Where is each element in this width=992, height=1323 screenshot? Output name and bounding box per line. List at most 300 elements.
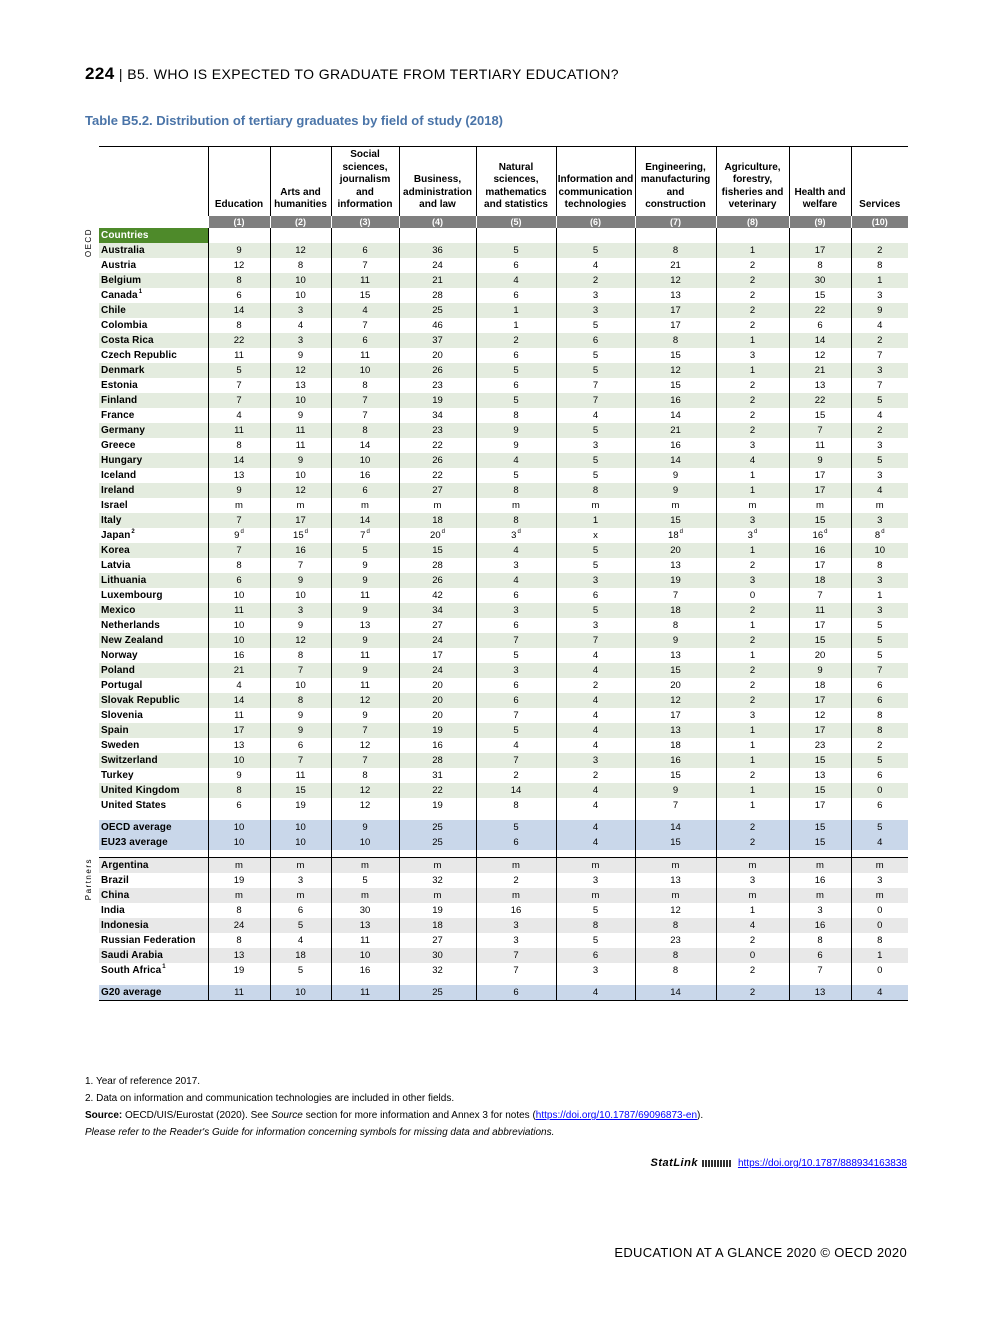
row-label: Iceland bbox=[101, 469, 137, 481]
value-cell: 17 bbox=[789, 618, 851, 633]
value-cell: 3 bbox=[851, 513, 908, 528]
value-cell: 8 bbox=[635, 618, 716, 633]
value-cell: 11 bbox=[208, 603, 270, 618]
value-cell: 8 bbox=[476, 513, 556, 528]
value-cell: 7 bbox=[789, 588, 851, 603]
value-cell: 5 bbox=[851, 753, 908, 768]
note-1: 1. Year of reference 2017. bbox=[85, 1076, 201, 1087]
column-number: (5) bbox=[476, 216, 556, 228]
blank-cell bbox=[789, 978, 851, 985]
value-cell: 8 bbox=[208, 558, 270, 573]
value-cell: 6 bbox=[208, 573, 270, 588]
blank-cell bbox=[99, 978, 208, 985]
value-cell: 15 bbox=[635, 378, 716, 393]
footnote-marker: 1 bbox=[138, 288, 143, 295]
value-cell: 7 bbox=[270, 753, 331, 768]
value-cell: 5 bbox=[208, 363, 270, 378]
table-row bbox=[84, 835, 908, 850]
table-row bbox=[84, 438, 908, 453]
graduates-table-wrap bbox=[84, 146, 908, 1001]
row-label: Finland bbox=[99, 393, 208, 408]
value-cell: 4 bbox=[851, 985, 908, 1001]
value-cell: 3 bbox=[556, 618, 635, 633]
side-cell bbox=[84, 363, 99, 378]
value-cell: 3$^d$ bbox=[716, 528, 789, 543]
value-cell: 11 bbox=[208, 348, 270, 363]
value-cell: 7 bbox=[476, 708, 556, 723]
row-label: Costa Rica bbox=[99, 333, 208, 348]
blank-cell bbox=[789, 813, 851, 820]
value-cell: 3 bbox=[556, 438, 635, 453]
value-cell: 10 bbox=[331, 453, 399, 468]
value-cell: 4 bbox=[556, 258, 635, 273]
row-label: EU23 average bbox=[99, 835, 208, 850]
table-row bbox=[84, 618, 908, 633]
value-cell: 2 bbox=[851, 738, 908, 753]
column-header: Health and welfare bbox=[789, 147, 851, 216]
value-cell: 10 bbox=[331, 948, 399, 963]
value-cell: 11 bbox=[789, 603, 851, 618]
value-cell: 5 bbox=[556, 903, 635, 918]
table-row bbox=[84, 963, 908, 978]
value-cell: x bbox=[556, 528, 635, 543]
data-flag: d bbox=[240, 528, 244, 535]
readers-guide-note: Please refer to the Reader's Guide for information concerning symbols for missing data and abbreviations. bbox=[85, 1127, 555, 1138]
side-cell bbox=[84, 438, 99, 453]
value-cell: 7 bbox=[851, 663, 908, 678]
value-cell: 8 bbox=[851, 258, 908, 273]
value-cell: m bbox=[331, 888, 399, 903]
value-cell: 9 bbox=[270, 723, 331, 738]
value-cell: 4 bbox=[556, 708, 635, 723]
value-cell: 2 bbox=[716, 963, 789, 978]
blank-cell bbox=[476, 813, 556, 820]
value-cell: 8 bbox=[635, 243, 716, 258]
row-label: Korea bbox=[99, 543, 208, 558]
value-cell: 11 bbox=[208, 423, 270, 438]
value-cell: 28 bbox=[399, 753, 476, 768]
value-cell: 14 bbox=[635, 985, 716, 1001]
blank-cell bbox=[208, 850, 270, 858]
value-cell: 3 bbox=[556, 288, 635, 303]
value-cell: 2 bbox=[716, 258, 789, 273]
value-cell: 4 bbox=[556, 408, 635, 423]
blank-cell bbox=[270, 228, 331, 243]
value-cell: 10 bbox=[331, 835, 399, 850]
value-cell: 2 bbox=[716, 393, 789, 408]
value-cell: 3 bbox=[851, 573, 908, 588]
row-label: Lithuania bbox=[99, 573, 208, 588]
side-cell bbox=[84, 723, 99, 738]
value-cell: 11 bbox=[331, 273, 399, 288]
column-number: (9) bbox=[789, 216, 851, 228]
side-cell bbox=[84, 933, 99, 948]
value-cell: 3 bbox=[716, 438, 789, 453]
value-cell: 2 bbox=[716, 603, 789, 618]
blank-cell bbox=[851, 228, 908, 243]
side-cell bbox=[84, 618, 99, 633]
value-cell: 3 bbox=[556, 753, 635, 768]
value-cell: 15 bbox=[270, 783, 331, 798]
value-cell: 2 bbox=[716, 768, 789, 783]
value-cell: 12 bbox=[635, 693, 716, 708]
row-label: United Kingdom bbox=[99, 783, 208, 798]
value-cell: 17 bbox=[789, 243, 851, 258]
value-cell: m bbox=[851, 888, 908, 903]
value-cell: 22 bbox=[208, 333, 270, 348]
blank-cell bbox=[84, 850, 99, 858]
value-cell: 7$^d$ bbox=[331, 528, 399, 543]
table-row bbox=[84, 288, 908, 303]
value-cell: 3 bbox=[789, 903, 851, 918]
value-cell: 15 bbox=[789, 288, 851, 303]
source-note: Source: OECD/UIS/Eurostat (2020). See Source section for more information and Annex 3 for notes (https://doi.org/10.1787/69096873-en). bbox=[85, 1110, 704, 1121]
side-cell bbox=[84, 648, 99, 663]
value-cell: 3 bbox=[270, 333, 331, 348]
column-number: (2) bbox=[270, 216, 331, 228]
value-cell: 4 bbox=[556, 723, 635, 738]
row-label: New Zealand bbox=[99, 633, 208, 648]
value-cell: 18 bbox=[399, 513, 476, 528]
value-cell: 5 bbox=[270, 918, 331, 933]
table-row bbox=[84, 408, 908, 423]
column-header: Social sciences, journalism and information bbox=[331, 147, 399, 216]
value-cell: 20$^d$ bbox=[399, 528, 476, 543]
value-cell: 8 bbox=[635, 948, 716, 963]
side-header-blank bbox=[84, 147, 99, 216]
value-cell: 9$^d$ bbox=[208, 528, 270, 543]
value-cell: 10 bbox=[270, 985, 331, 1001]
blank-cell bbox=[399, 850, 476, 858]
value-cell: 12 bbox=[635, 363, 716, 378]
value-cell: 7 bbox=[208, 393, 270, 408]
value-cell: 2 bbox=[716, 303, 789, 318]
column-number: (1) bbox=[208, 216, 270, 228]
value-cell: 4 bbox=[851, 318, 908, 333]
value-cell: 1 bbox=[716, 618, 789, 633]
value-cell: 14 bbox=[789, 333, 851, 348]
value-cell: 9 bbox=[635, 783, 716, 798]
source-link[interactable]: https://doi.org/10.1787/69096873-en bbox=[535, 1110, 698, 1121]
value-cell: 19 bbox=[208, 873, 270, 888]
value-cell: 15 bbox=[399, 543, 476, 558]
value-cell: 13 bbox=[789, 378, 851, 393]
value-cell: 26 bbox=[399, 363, 476, 378]
side-cell bbox=[84, 963, 99, 978]
value-cell: 13 bbox=[789, 768, 851, 783]
value-cell: 3 bbox=[716, 513, 789, 528]
row-label: Saudi Arabia bbox=[99, 948, 208, 963]
value-cell: 1 bbox=[716, 468, 789, 483]
value-cell: 14 bbox=[208, 693, 270, 708]
value-cell: 9 bbox=[208, 768, 270, 783]
value-cell: m bbox=[399, 498, 476, 513]
value-cell: 6 bbox=[208, 798, 270, 813]
row-label: Canada$^1$ bbox=[101, 288, 143, 301]
value-cell: 4 bbox=[208, 408, 270, 423]
value-cell: 1 bbox=[716, 648, 789, 663]
value-cell: m bbox=[208, 857, 270, 873]
table-row bbox=[84, 768, 908, 783]
value-cell: 4 bbox=[556, 663, 635, 678]
value-cell: 11 bbox=[331, 348, 399, 363]
name-header-blank bbox=[99, 147, 208, 216]
value-cell: 7 bbox=[635, 588, 716, 603]
value-cell: 9 bbox=[851, 303, 908, 318]
value-cell: 2 bbox=[716, 633, 789, 648]
value-cell: 0 bbox=[851, 918, 908, 933]
value-cell: 4 bbox=[851, 408, 908, 423]
value-cell: 16 bbox=[789, 543, 851, 558]
value-cell: 19 bbox=[270, 798, 331, 813]
value-cell: 8 bbox=[270, 648, 331, 663]
value-cell: 18 bbox=[635, 603, 716, 618]
blank-cell bbox=[716, 850, 789, 858]
value-cell: 12 bbox=[270, 363, 331, 378]
value-cell: 6 bbox=[476, 258, 556, 273]
value-cell: 2 bbox=[476, 873, 556, 888]
value-cell: 8 bbox=[556, 483, 635, 498]
column-header: Education bbox=[208, 147, 270, 216]
value-cell: 15 bbox=[635, 768, 716, 783]
value-cell: 8 bbox=[208, 783, 270, 798]
row-label: Germany bbox=[99, 423, 208, 438]
value-cell: 11 bbox=[270, 423, 331, 438]
value-cell: 18$^d$ bbox=[635, 528, 716, 543]
value-cell: m bbox=[635, 498, 716, 513]
value-cell: 10 bbox=[208, 618, 270, 633]
value-cell: 15 bbox=[331, 288, 399, 303]
value-cell: 7 bbox=[789, 963, 851, 978]
row-label: Norway bbox=[101, 649, 138, 661]
value-cell: 28 bbox=[399, 558, 476, 573]
value-cell: 1 bbox=[851, 588, 908, 603]
value-cell: 11 bbox=[331, 588, 399, 603]
value-cell: 15 bbox=[789, 633, 851, 648]
value-cell: 10 bbox=[331, 363, 399, 378]
value-cell: 15 bbox=[789, 820, 851, 835]
value-cell: 9 bbox=[208, 243, 270, 258]
side-cell bbox=[84, 318, 99, 333]
side-cell bbox=[84, 513, 99, 528]
value-cell: 5 bbox=[851, 453, 908, 468]
value-cell: 4 bbox=[716, 453, 789, 468]
table-row bbox=[84, 378, 908, 393]
value-cell: 14 bbox=[331, 513, 399, 528]
table-row bbox=[84, 738, 908, 753]
value-cell: 5 bbox=[556, 363, 635, 378]
row-label: Portugal bbox=[101, 679, 143, 691]
value-cell: m bbox=[635, 857, 716, 873]
blank-cell bbox=[556, 978, 635, 985]
value-cell: 5 bbox=[331, 873, 399, 888]
table-row bbox=[84, 918, 908, 933]
value-cell: 0 bbox=[716, 948, 789, 963]
blank-cell bbox=[476, 228, 556, 243]
value-cell: 3 bbox=[716, 873, 789, 888]
value-cell: 4 bbox=[331, 303, 399, 318]
value-cell: 5 bbox=[556, 468, 635, 483]
value-cell: 46 bbox=[399, 318, 476, 333]
row-label: Slovak Republic bbox=[99, 693, 208, 708]
value-cell: 13 bbox=[331, 618, 399, 633]
side-cell bbox=[84, 393, 99, 408]
value-cell: 5 bbox=[851, 633, 908, 648]
value-cell: 18 bbox=[399, 918, 476, 933]
value-cell: 2 bbox=[716, 985, 789, 1001]
row-label: Belgium bbox=[99, 273, 208, 288]
value-cell: 15 bbox=[789, 513, 851, 528]
blank-cell bbox=[270, 813, 331, 820]
value-cell: 3 bbox=[716, 348, 789, 363]
value-cell: 6 bbox=[476, 588, 556, 603]
value-cell: 8 bbox=[331, 423, 399, 438]
side-cell bbox=[84, 903, 99, 918]
value-cell: 6 bbox=[476, 288, 556, 303]
table-row bbox=[84, 333, 908, 348]
value-cell: 20 bbox=[399, 678, 476, 693]
side-cell bbox=[84, 258, 99, 273]
value-cell: 16 bbox=[331, 963, 399, 978]
statlink-url[interactable]: https://doi.org/10.1787/888934163838 bbox=[737, 1158, 907, 1169]
value-cell: 31 bbox=[399, 768, 476, 783]
value-cell: 12 bbox=[270, 243, 331, 258]
value-cell: 17 bbox=[399, 648, 476, 663]
value-cell: 3 bbox=[476, 663, 556, 678]
row-label: Australia bbox=[99, 243, 208, 258]
value-cell: 26 bbox=[399, 573, 476, 588]
value-cell: 12 bbox=[789, 348, 851, 363]
table-row bbox=[84, 708, 908, 723]
value-cell: 6 bbox=[851, 678, 908, 693]
value-cell: 0 bbox=[851, 903, 908, 918]
value-cell: 3 bbox=[716, 708, 789, 723]
value-cell: 16$^d$ bbox=[789, 528, 851, 543]
value-cell: 9 bbox=[476, 438, 556, 453]
value-cell: 9 bbox=[270, 453, 331, 468]
side-cell bbox=[84, 768, 99, 783]
value-cell: 3 bbox=[476, 558, 556, 573]
side-cell bbox=[84, 483, 99, 498]
value-cell: 5 bbox=[476, 723, 556, 738]
table-row bbox=[84, 678, 908, 693]
side-cell bbox=[84, 783, 99, 798]
column-number: (6) bbox=[556, 216, 635, 228]
value-cell: 22 bbox=[789, 393, 851, 408]
value-cell: 4 bbox=[556, 648, 635, 663]
value-cell: 4 bbox=[270, 318, 331, 333]
value-cell: 7 bbox=[476, 753, 556, 768]
value-cell: 16 bbox=[635, 393, 716, 408]
value-cell: 10 bbox=[270, 288, 331, 303]
value-cell: 9 bbox=[270, 618, 331, 633]
value-cell: 8 bbox=[556, 918, 635, 933]
value-cell: 8 bbox=[331, 768, 399, 783]
value-cell: 19 bbox=[399, 393, 476, 408]
value-cell: m bbox=[556, 888, 635, 903]
value-cell: 5 bbox=[556, 348, 635, 363]
value-cell: 32 bbox=[399, 873, 476, 888]
value-cell: 10 bbox=[270, 835, 331, 850]
table-row bbox=[84, 483, 908, 498]
value-cell: 7 bbox=[331, 258, 399, 273]
data-flag: d bbox=[366, 528, 370, 535]
side-cell bbox=[84, 918, 99, 933]
table-row bbox=[84, 303, 908, 318]
blank-cell bbox=[84, 216, 99, 228]
value-cell: 2 bbox=[851, 243, 908, 258]
value-cell: 4 bbox=[851, 835, 908, 850]
value-cell: 1 bbox=[556, 513, 635, 528]
value-cell: 6 bbox=[851, 798, 908, 813]
value-cell: 6 bbox=[476, 618, 556, 633]
value-cell: 18 bbox=[270, 948, 331, 963]
column-header: Arts and humanities bbox=[270, 147, 331, 216]
value-cell: 5 bbox=[556, 243, 635, 258]
row-label: Colombia bbox=[101, 319, 148, 331]
value-cell: 10 bbox=[270, 273, 331, 288]
value-cell: 1 bbox=[716, 483, 789, 498]
value-cell: 7 bbox=[851, 348, 908, 363]
value-cell: 12 bbox=[635, 273, 716, 288]
value-cell: m bbox=[635, 888, 716, 903]
value-cell: 3 bbox=[851, 288, 908, 303]
value-cell: 6 bbox=[851, 693, 908, 708]
value-cell: 1 bbox=[716, 798, 789, 813]
value-cell: 7 bbox=[270, 558, 331, 573]
blank-cell bbox=[476, 850, 556, 858]
value-cell: 7 bbox=[635, 798, 716, 813]
value-cell: 4 bbox=[208, 678, 270, 693]
value-cell: 25 bbox=[399, 820, 476, 835]
column-header: Information and communication technologies bbox=[556, 147, 635, 216]
table-row bbox=[84, 453, 908, 468]
column-number: (3) bbox=[331, 216, 399, 228]
side-cell bbox=[84, 820, 99, 835]
value-cell: 1 bbox=[851, 948, 908, 963]
value-cell: 21 bbox=[789, 363, 851, 378]
value-cell: 13 bbox=[635, 648, 716, 663]
blank-cell bbox=[99, 216, 208, 228]
row-label: Austria bbox=[101, 259, 137, 271]
value-cell: m bbox=[399, 888, 476, 903]
data-flag: d bbox=[824, 528, 828, 535]
value-cell: m bbox=[270, 888, 331, 903]
value-cell: 12 bbox=[331, 738, 399, 753]
value-cell: 4 bbox=[476, 738, 556, 753]
value-cell: 4 bbox=[556, 693, 635, 708]
table-row bbox=[84, 753, 908, 768]
row-label: Slovenia bbox=[101, 709, 143, 721]
value-cell: 9 bbox=[270, 408, 331, 423]
blank-cell bbox=[635, 850, 716, 858]
value-cell: 9 bbox=[270, 573, 331, 588]
value-cell: 7 bbox=[208, 513, 270, 528]
value-cell: 2 bbox=[716, 820, 789, 835]
value-cell: 1 bbox=[716, 783, 789, 798]
value-cell: 12 bbox=[331, 783, 399, 798]
value-cell: 9 bbox=[331, 708, 399, 723]
statlink bbox=[651, 1157, 907, 1169]
value-cell: 1 bbox=[716, 333, 789, 348]
blank-cell bbox=[331, 813, 399, 820]
value-cell: 23 bbox=[789, 738, 851, 753]
side-cell bbox=[84, 753, 99, 768]
table-row bbox=[84, 633, 908, 648]
value-cell: 3 bbox=[270, 603, 331, 618]
value-cell: 16 bbox=[635, 438, 716, 453]
table-row bbox=[84, 588, 908, 603]
